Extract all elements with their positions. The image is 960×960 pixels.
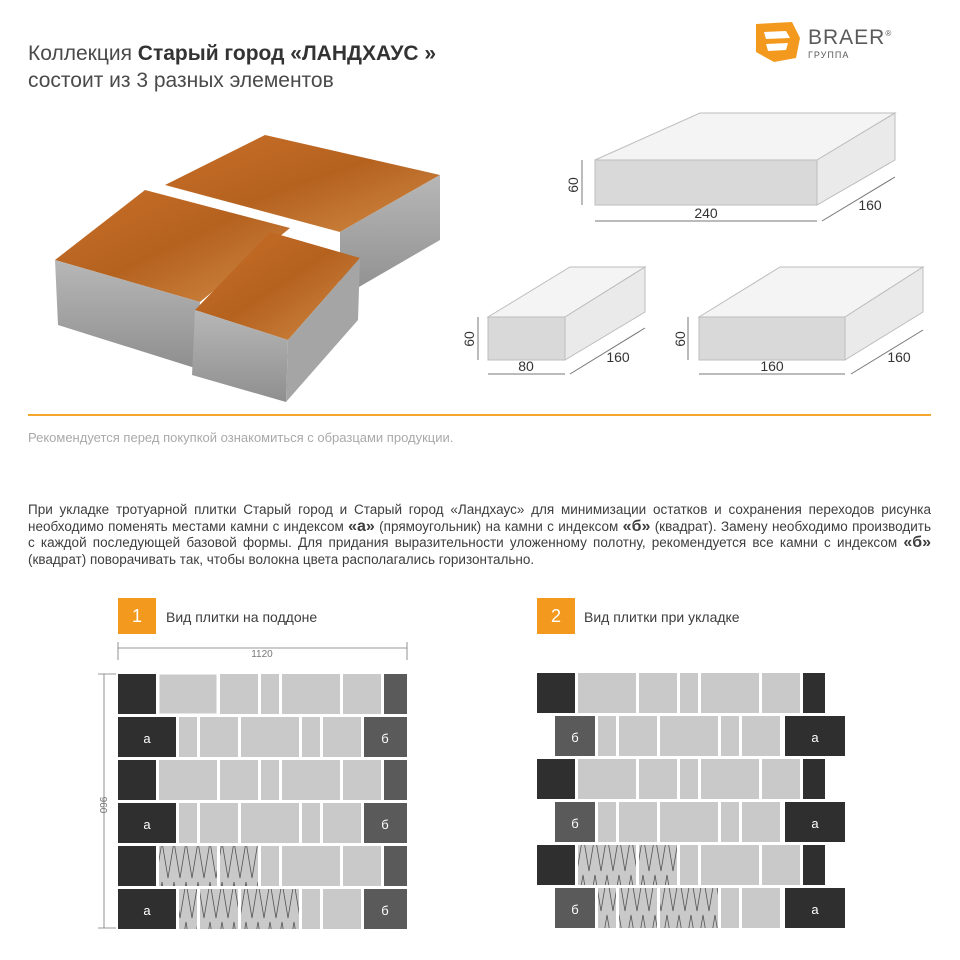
svg-text:б: б <box>381 903 389 918</box>
page-subtitle: состоит из 3 разных элементов <box>28 69 334 92</box>
dim-width-2: 160 <box>606 349 630 365</box>
svg-text:а: а <box>811 902 819 917</box>
svg-text:б: б <box>571 902 579 917</box>
index-b-2: «б» <box>903 534 931 551</box>
svg-text:а: а <box>143 731 151 746</box>
element-diagram-80 <box>460 262 660 382</box>
laying-diagram <box>535 673 850 933</box>
product-photo <box>40 120 460 410</box>
divider <box>28 414 931 416</box>
step-1-badge: 1 <box>118 598 156 634</box>
step-2-badge: 2 <box>537 598 575 634</box>
index-a: «а» <box>348 517 375 535</box>
svg-text:а: а <box>143 817 151 832</box>
svg-text:б: б <box>571 816 579 831</box>
dim-length-3: 160 <box>760 358 784 374</box>
dim-height-3: 60 <box>672 331 688 347</box>
dim-height-2: 60 <box>461 331 477 347</box>
step-1-label: Вид плитки на поддоне <box>166 609 318 625</box>
dim-length-1: 240 <box>694 205 718 221</box>
brand-group: ГРУППА <box>808 50 850 60</box>
svg-text:б: б <box>571 730 579 745</box>
brand-name: BRAER® <box>808 26 893 49</box>
element-diagram-160 <box>672 262 930 382</box>
instructions-text: При укладке тротуарной плитки Старый город и Старый город «Ландхаус» для минимизации остатков и сохранения переходов рисунка необходимо поменять местами камни с индексом «а» (прямоугольник) на камни с индексом «б» (квадрат). Замену необходимо производить с каждой последующей базовой формы. Для придания выразительности уложенному полотну, рекомендуется все камни с индексом «б» (квадрат) поворачивать так, чтобы волокна цвета располагались горизонтально. <box>28 502 931 567</box>
page-title <box>28 40 436 94</box>
title-prefix: Коллекция <box>28 42 138 65</box>
svg-text:а: а <box>143 903 151 918</box>
dim-length-2: 80 <box>518 358 534 374</box>
step-2-label: Вид плитки при укладке <box>584 609 740 625</box>
dim-height-1: 60 <box>565 177 581 193</box>
svg-text:б: б <box>381 817 389 832</box>
pallet-width-label: 1120 <box>251 649 273 660</box>
dim-width-1: 160 <box>858 197 882 213</box>
notice-text: Рекомендуется перед покупкой ознакомиться с образцами продукции. <box>28 430 454 445</box>
element-diagram-240 <box>560 105 900 235</box>
dim-width-3: 160 <box>887 349 911 365</box>
index-b: «б» <box>622 517 651 535</box>
svg-text:б: б <box>381 731 389 746</box>
pallet-height-label: 960 <box>97 796 108 814</box>
svg-text:а: а <box>811 816 819 831</box>
svg-text:а: а <box>811 730 819 745</box>
title-collection: Старый город «ЛАНДХАУС » <box>137 42 437 65</box>
braer-logo-icon <box>752 18 804 64</box>
pallet-diagram <box>90 640 420 940</box>
